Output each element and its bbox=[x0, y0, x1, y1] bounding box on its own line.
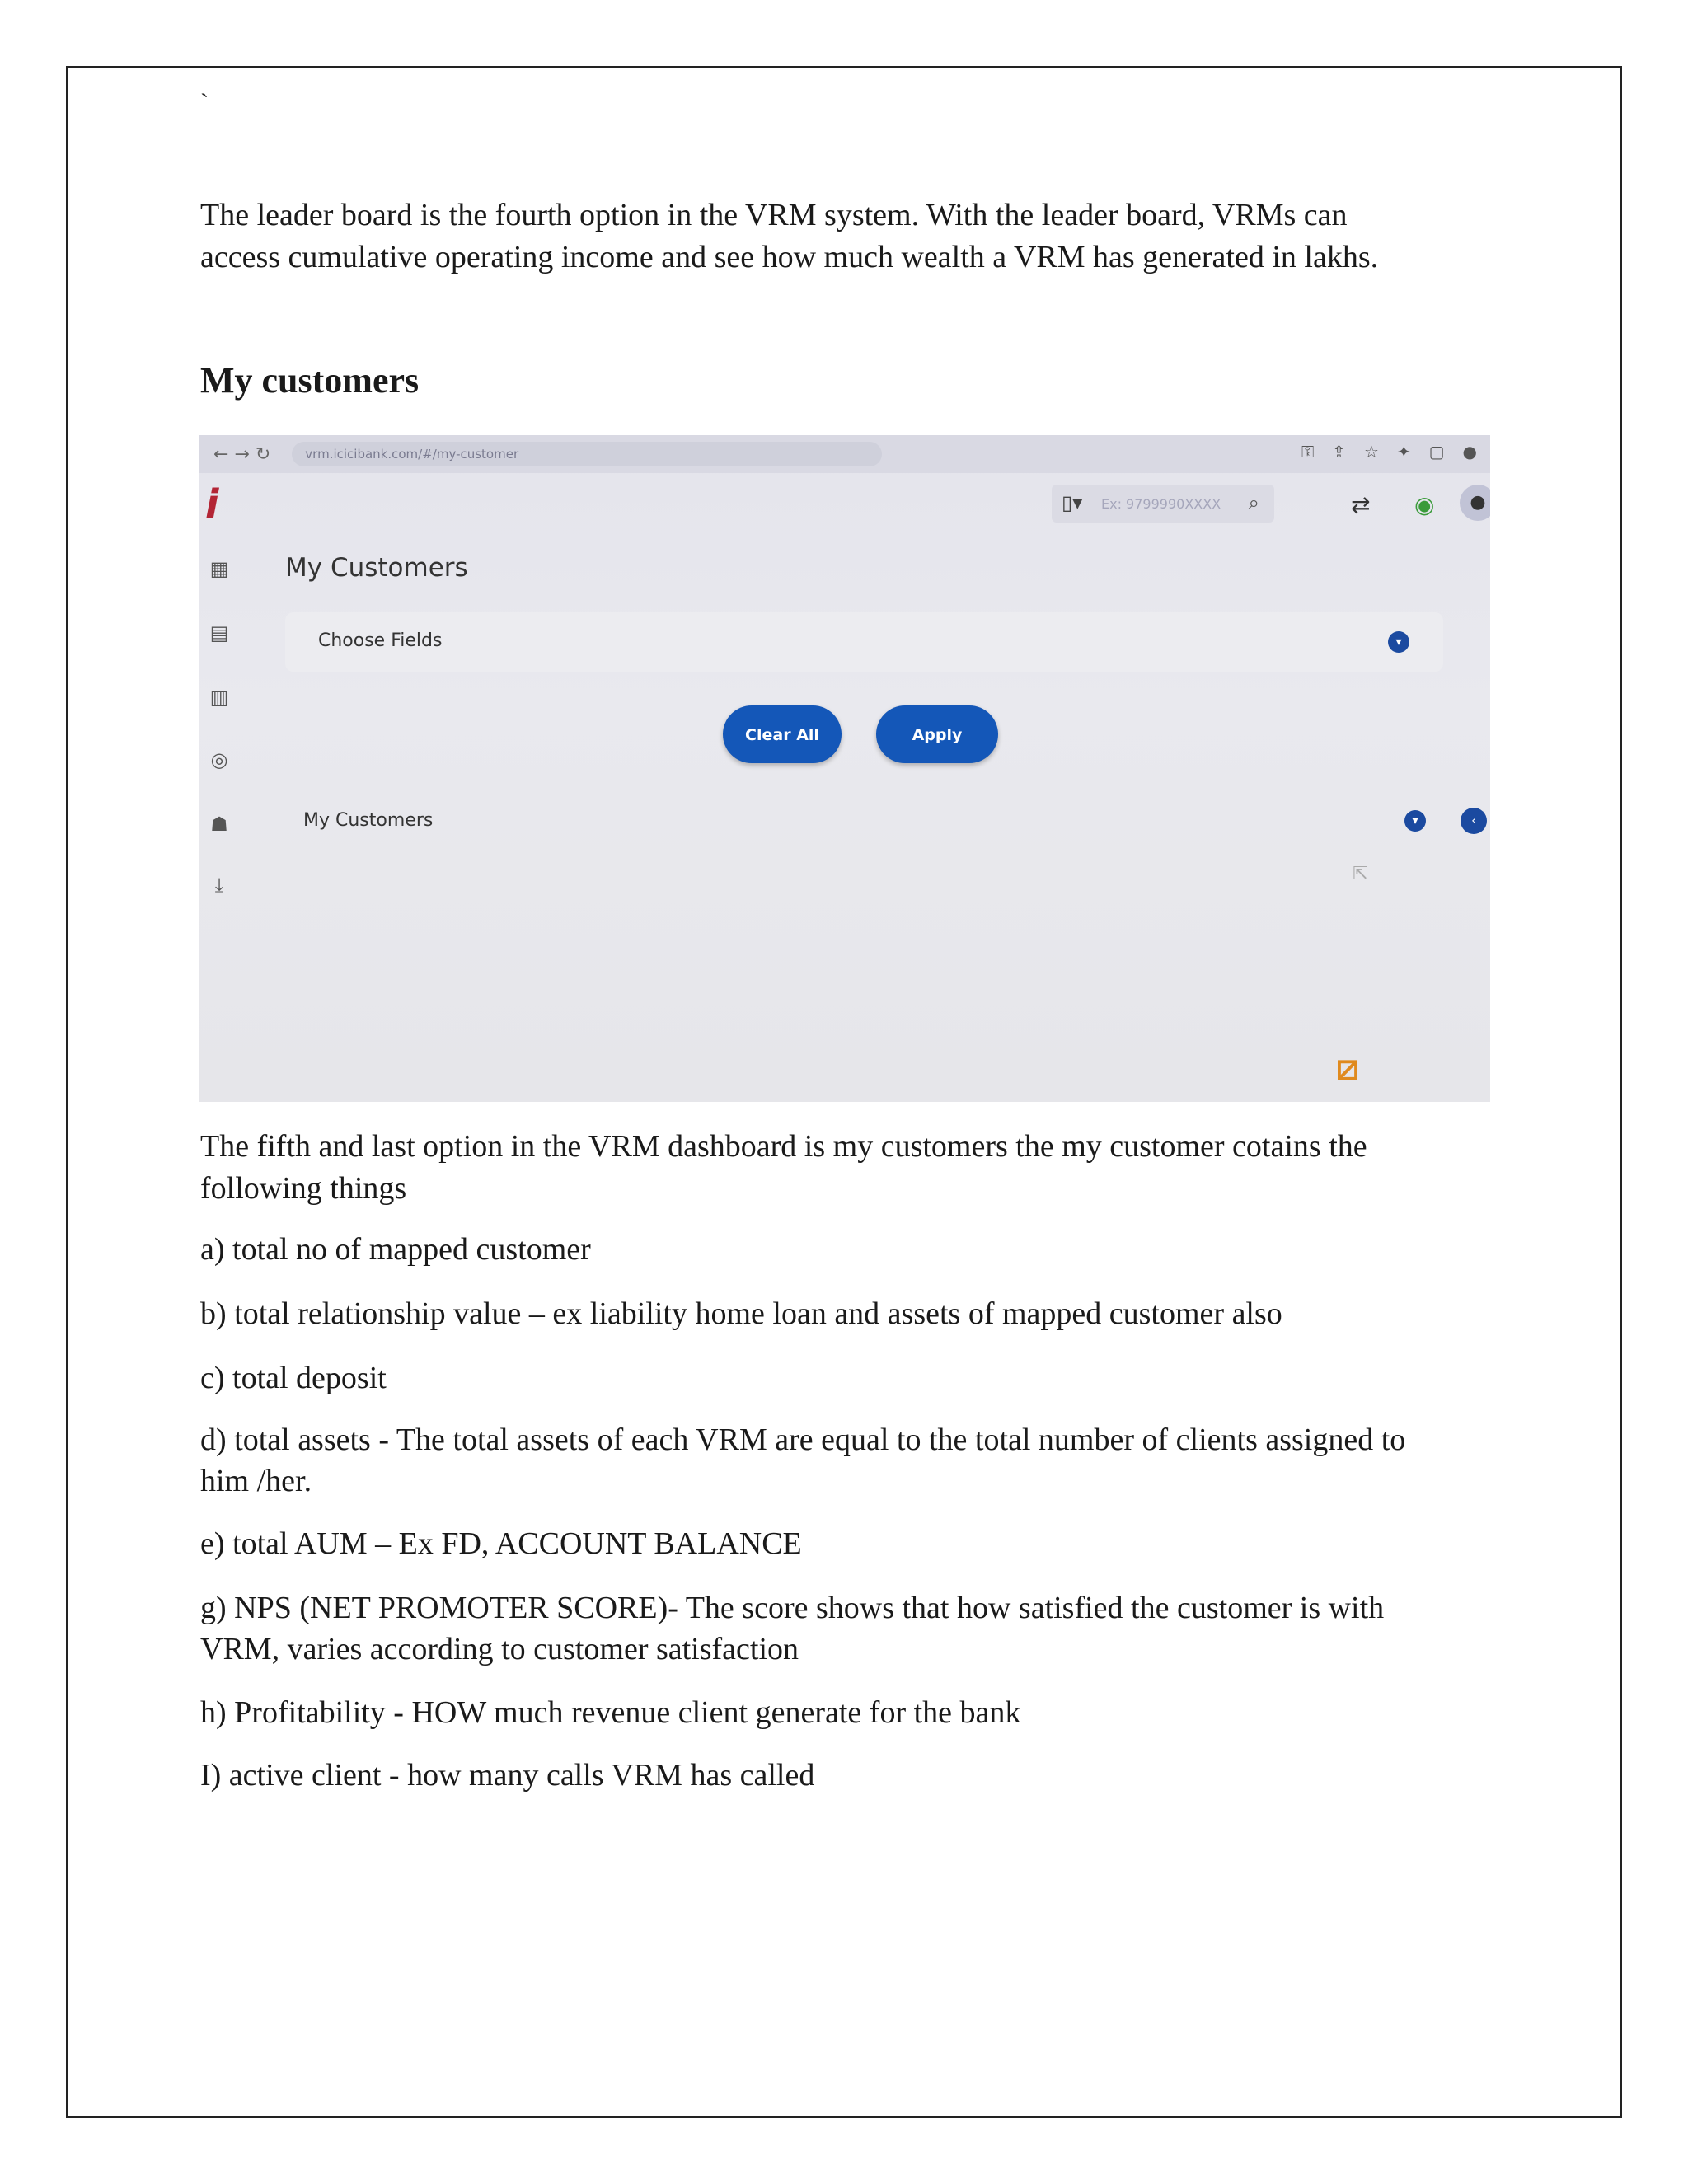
list-item: d) total assets - The total assets of each VRM are equal to the total number of clients assigned to bbox=[200, 1422, 1406, 1457]
my-customers-section-label: My Customers bbox=[303, 810, 434, 831]
stray-backtick: ` bbox=[200, 89, 209, 116]
back-forward-icon[interactable]: ← → ↻ bbox=[213, 443, 271, 465]
choose-fields-panel[interactable] bbox=[285, 612, 1443, 672]
bar-chart-icon[interactable]: ▥ bbox=[209, 686, 229, 709]
body-para-line-2: following things bbox=[200, 1171, 407, 1206]
swap-icon[interactable]: ⇄ bbox=[1351, 491, 1371, 518]
chevron-left-icon[interactable]: ‹ bbox=[1461, 808, 1487, 834]
calendar-icon[interactable]: ▤ bbox=[209, 621, 229, 644]
body-para-line-1: The fifth and last option in the VRM dashboard is my customers the my customer cotains the bbox=[200, 1129, 1367, 1164]
customer-search[interactable] bbox=[1052, 485, 1274, 523]
list-item: a) total no of mapped customer bbox=[200, 1232, 591, 1267]
intro-line-2: access cumulative operating income and see how much wealth a VRM has generated in lakhs. bbox=[200, 240, 1379, 274]
idea-icon[interactable]: ◎ bbox=[210, 748, 228, 771]
chevron-down-icon[interactable]: ▾ bbox=[1388, 631, 1409, 653]
customers-icon[interactable]: ☗ bbox=[210, 813, 228, 836]
sidebar bbox=[199, 532, 248, 1102]
browser-toolbar bbox=[199, 435, 1490, 473]
dashboard-icon[interactable]: ▦ bbox=[209, 557, 229, 580]
list-item: b) total relationship value – ex liability home loan and assets of mapped customer also bbox=[200, 1296, 1282, 1331]
search-icon[interactable]: ⌕ bbox=[1248, 491, 1259, 514]
app-header bbox=[199, 473, 1490, 532]
download-icon[interactable]: ⤓ bbox=[214, 874, 224, 897]
page-title: My Customers bbox=[285, 553, 468, 583]
phone-icon: ▯▾ bbox=[1062, 491, 1083, 514]
mouse-cursor-icon: ⇱ bbox=[1353, 864, 1368, 884]
bank-logo-icon: i bbox=[205, 481, 219, 527]
search-placeholder: Ex: 9799990XXXX bbox=[1101, 495, 1221, 512]
list-item: c) total deposit bbox=[200, 1361, 387, 1395]
share-icon[interactable]: ⇪ bbox=[1332, 442, 1346, 462]
watermark-logo-icon: ⧄ bbox=[1336, 1047, 1359, 1089]
puzzle-icon[interactable]: ✦ bbox=[1396, 442, 1411, 462]
list-item-continuation: VRM, varies according to customer satisfaction bbox=[200, 1632, 799, 1666]
avatar[interactable]: ● bbox=[1460, 485, 1490, 521]
star-icon[interactable]: ☆ bbox=[1363, 442, 1379, 462]
list-item: h) Profitability - HOW much revenue client generate for the bank bbox=[200, 1695, 1021, 1730]
screenshot-photo bbox=[199, 435, 1490, 1102]
key-icon[interactable]: ⚿ bbox=[1301, 442, 1315, 462]
browser-extension-icons bbox=[1301, 442, 1477, 462]
intro-line-1: The leader board is the fourth option in the VRM system. With the leader board, VRMs can bbox=[200, 198, 1348, 232]
choose-fields-label: Choose Fields bbox=[318, 630, 443, 651]
list-item-continuation: him /her. bbox=[200, 1464, 312, 1498]
profile-icon[interactable]: ● bbox=[1462, 442, 1477, 462]
globe-icon[interactable]: ◉ bbox=[1414, 491, 1435, 518]
url-bar[interactable]: vrm.icicibank.com/#/my-customer bbox=[292, 442, 882, 466]
window-icon[interactable]: ▢ bbox=[1428, 442, 1445, 462]
apply-button[interactable]: Apply bbox=[876, 705, 998, 763]
list-item: I) active client - how many calls VRM has called bbox=[200, 1758, 815, 1793]
list-item: g) NPS (NET PROMOTER SCORE)- The score shows that how satisfied the customer is with bbox=[200, 1591, 1385, 1625]
section-heading: My customers bbox=[200, 360, 420, 401]
clear-all-button[interactable]: Clear All bbox=[723, 705, 842, 763]
list-item: e) total AUM – Ex FD, ACCOUNT BALANCE bbox=[200, 1526, 802, 1561]
chevron-down-icon[interactable]: ▾ bbox=[1404, 810, 1426, 832]
